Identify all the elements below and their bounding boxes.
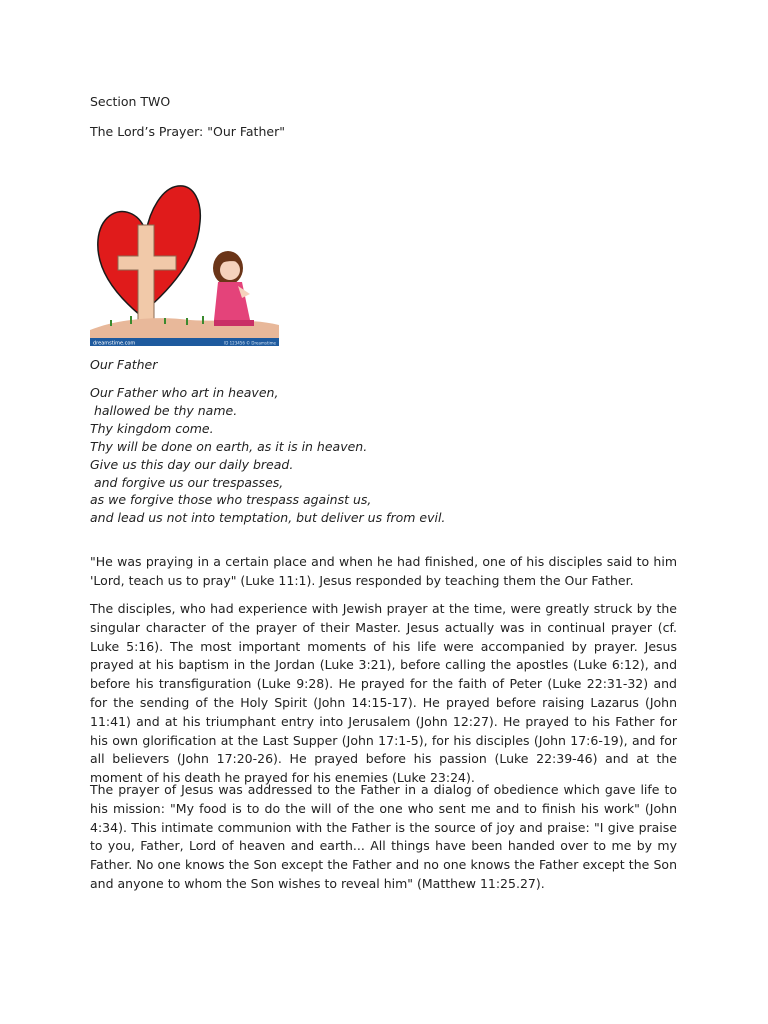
prayer-line: and forgive us our trespasses, xyxy=(90,474,284,490)
watermark-right: ID 123456 © Dreamstime xyxy=(224,340,276,346)
prayer-title: Our Father xyxy=(90,357,158,372)
prayer-line: Thy will be done on earth, as it is in heaven. xyxy=(90,438,368,454)
paragraph-disciples: The disciples, who had experience with Jewish prayer at the time, were greatly struck by the singular character of the prayer of their Master. Jesus actually was in continual prayer (cf. Luke 5:16). The most important moments of his life were accompanied by prayer. Jesus prayed at his baptism in the Jordan (Luke 3:21), before calling the apostles (Luke 6:12), and before his transfiguration (Luke 9:28). He prayed for the faith of Peter (Luke 22:31-32) and for the sending of the Holy Spirit (John 14:15-17). He prayed before raising Lazarus (John 11:41) and at his triumphant entry into Jerusalem (John 12:27). He prayed to his Father for his own glorification at the Last Supper (John 17:1-5), for his disciples (John 17:6-19), and for all believers (John 17:20-26). He prayed before his passion (Luke 22:39-46) and at the moment of his death he prayed for his enemies (Luke 23:24). xyxy=(90,601,677,786)
prayer-line: and lead us not into temptation, but deliver us from evil. xyxy=(90,510,446,526)
prayer-text xyxy=(90,384,445,527)
prayer-line: hallowed be thy name. xyxy=(90,402,238,418)
prayer-line: Thy kingdom come. xyxy=(90,420,214,436)
paragraph-luke-quote: "He was praying in a certain place and when he had finished, one of his disciples said to him 'Lord, teach us to pray" (Luke 11:1). Jesus responded by teaching them the Our Father. xyxy=(90,554,677,588)
prayer-line: as we forgive those who trespass against us, xyxy=(90,492,372,508)
prayer-line: Give us this day our daily bread. xyxy=(90,456,294,472)
paragraph-prayer-of-jesus: The prayer of Jesus was addressed to the Father in a dialog of obedience which gave life to his mission: "My food is to do the will of the one who sent me and to finish his work" (John 4:34). This intimate communion with the Father is the source of joy and praise: "I give praise to you, Father, Lord of heaven and earth... All things have been handed over to me by my Father. No one knows the Son except the Father and no one knows the Father except the Son and anyone to whom the Son wishes to reveal him" (Matthew 11:25.27). xyxy=(90,782,677,891)
section-label: Section TWO xyxy=(90,94,171,109)
prayer-line: Our Father who art in heaven, xyxy=(90,385,279,400)
watermark-left: dreamstime.com xyxy=(93,340,136,346)
page-heading: The Lord’s Prayer: "Our Father" xyxy=(90,124,285,139)
praying-girl-illustration xyxy=(90,170,279,346)
